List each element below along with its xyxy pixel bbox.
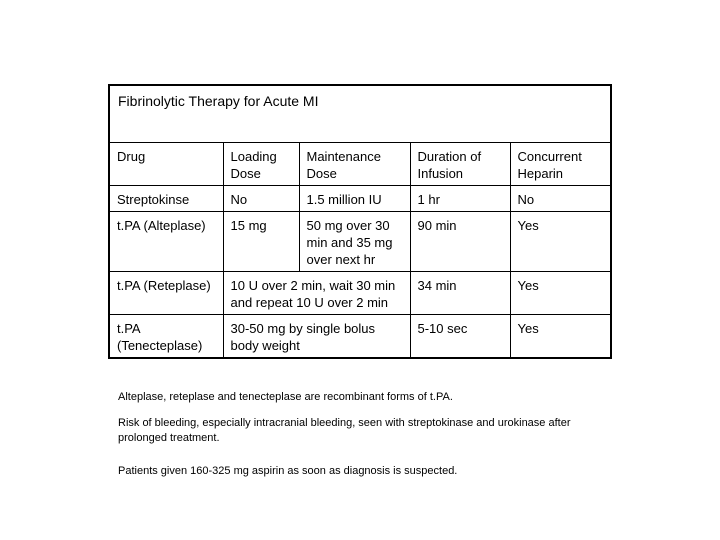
table-row [109,272,611,315]
header-drug: Drug [109,143,223,186]
table-row [109,186,611,212]
cell-loading-dose: 15 mg [223,212,299,272]
cell-maintenance-dose: 1.5 million IU [299,186,410,212]
notes [118,390,588,489]
note-bleeding-risk: Risk of bleeding, especially intracranial bleeding, seen with streptokinase and urokinase after prolonged treatment. [118,417,571,444]
cell-heparin: Yes [510,212,611,272]
note-aspirin: Patients given 160-325 mg aspirin as soon as diagnosis is suspected. [118,465,458,477]
cell-dose-combined: 10 U over 2 min, wait 30 min and repeat 10 U over 2 min [223,272,410,315]
cell-drug: Streptokinse [109,186,223,212]
note-recombinant-forms: Alteplase, reteplase and tenecteplase are recombinant forms of t.PA. [118,391,453,403]
table-title: Fibrinolytic Therapy for Acute MI [109,85,611,143]
header-duration-of-infusion: Duration of Infusion [410,143,510,186]
fibrinolytic-table-container [108,84,610,359]
table-header-row [109,143,611,186]
table-row [109,212,611,272]
cell-duration: 90 min [410,212,510,272]
cell-drug: t.PA (Reteplase) [109,272,223,315]
cell-drug: t.PA (Alteplase) [109,212,223,272]
cell-heparin: Yes [510,315,611,359]
fibrinolytic-table [108,84,612,359]
cell-heparin: Yes [510,272,611,315]
cell-duration: 1 hr [410,186,510,212]
cell-loading-dose: No [223,186,299,212]
cell-dose-combined: 30-50 mg by single bolus body weight [223,315,410,359]
header-concurrent-heparin: Concurrent Heparin [510,143,611,186]
table-row [109,315,611,359]
table-title-row [109,85,611,143]
cell-heparin: No [510,186,611,212]
cell-duration: 5-10 sec [410,315,510,359]
header-loading-dose: Loading Dose [223,143,299,186]
header-maintenance-dose: Maintenance Dose [299,143,410,186]
cell-drug: t.PA (Tenecteplase) [109,315,223,359]
cell-duration: 34 min [410,272,510,315]
cell-maintenance-dose: 50 mg over 30 min and 35 mg over next hr [299,212,410,272]
